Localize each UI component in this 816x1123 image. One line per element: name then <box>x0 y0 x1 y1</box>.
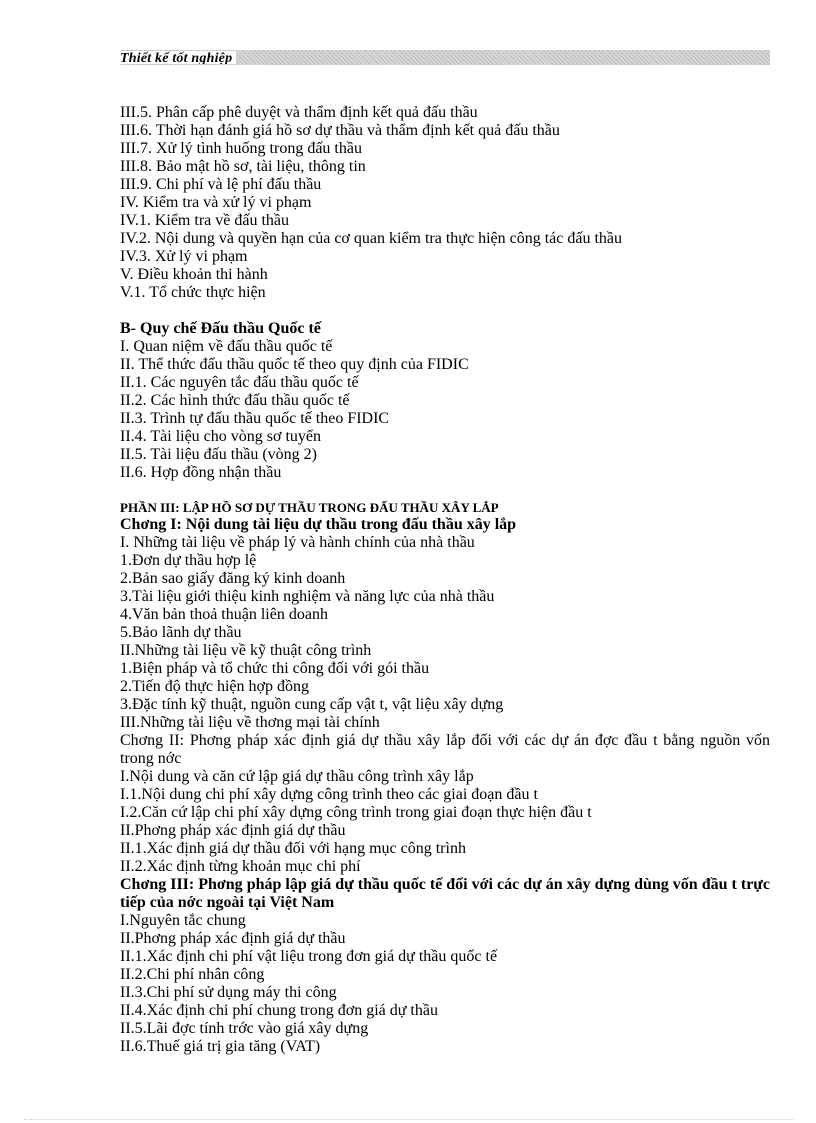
toc-line: II.2.Xác định từng khoản mục chi phí <box>120 858 361 875</box>
page-header-title: Thiết kế tốt nghiệp <box>120 51 236 64</box>
toc-line: 5.Bảo lãnh dự thầu <box>120 624 242 641</box>
toc-line: III.7. Xử lý tình huống trong đấu thầu <box>120 140 362 157</box>
toc-line: II.4.Xác định chi phí chung trong đơn giá dự thầu <box>120 1002 438 1019</box>
part-heading: PHẦN III: LẬP HỒ SƠ DỰ THẦU TRONG ĐẤU THẦU XÂY LẮP <box>120 500 499 515</box>
footer-divider <box>24 1119 794 1120</box>
toc-line: V. Điều khoản thi hành <box>120 266 268 283</box>
toc-line: II.6.Thuế giá trị gia tăng (VAT) <box>120 1038 321 1055</box>
toc-line: II.Phơng pháp xác định giá dự thầu <box>120 930 346 947</box>
toc-line: 2.Bản sao giấy đăng ký kinh doanh <box>120 570 346 587</box>
toc-line: II.4. Tài liệu cho vòng sơ tuyển <box>120 428 322 445</box>
toc-line: 1.Biện pháp và tổ chức thi công đối với gói thầu <box>120 660 430 677</box>
toc-line: III.5. Phân cấp phê duyệt và thẩm định kết quả đấu thầu <box>120 104 478 121</box>
toc-line: III.9. Chi phí và lệ phí đấu thầu <box>120 176 322 193</box>
toc-line: II.2.Chi phí nhân công <box>120 966 265 983</box>
toc-line: 4.Văn bản thoả thuận liên doanh <box>120 606 328 623</box>
toc-line: II.1.Xác định chi phí vật liệu trong đơn giá dự thầu quốc tế <box>120 948 498 965</box>
toc-line: I. Những tài liệu về pháp lý và hành chính của nhà thầu <box>120 534 475 551</box>
toc-line: 3.Tài liệu giới thiệu kinh nghiệm và năng lực của nhà thầu <box>120 588 495 605</box>
toc-line: I.1.Nội dung chi phí xây dựng công trình theo các giai đoạn đầu t <box>120 786 538 803</box>
table-of-contents <box>120 104 770 1056</box>
toc-line: II.5. Tài liệu đấu thầu (vòng 2) <box>120 446 317 463</box>
toc-line: III.Những tài liệu về thơng mại tài chính <box>120 714 380 731</box>
toc-line: II.3. Trình tự đấu thầu quốc tế theo FIDIC <box>120 410 390 427</box>
toc-line: II.3.Chi phí sử dụng máy thi công <box>120 984 337 1001</box>
toc-line: I. Quan niệm về đấu thầu quốc tế <box>120 338 333 355</box>
toc-line: V.1. Tổ chức thực hiện <box>120 284 266 301</box>
chapter-heading: Chơng II: Phơng pháp xác định giá dự thầu xây lắp đối với các dự án đợc đầu t bằng nguồn vốn trong nớc <box>120 732 770 767</box>
toc-line: 3.Đặc tính kỹ thuật, nguồn cung cấp vật t, vật liệu xây dựng <box>120 696 504 713</box>
toc-line: II.Phơng pháp xác định giá dự thầu <box>120 822 346 839</box>
chapter-heading: Chơng III: Phơng pháp lập giá dự thầu quốc tế đối với các dự án xây dựng dùng vốn đầu t trực tiếp của nớc ngoài tại Việt Nam <box>120 876 770 911</box>
section-heading-b: B- Quy chế Đấu thầu Quốc tế <box>120 320 321 337</box>
toc-line: I.2.Căn cứ lập chi phí xây dựng công trình trong giai đoạn thực hiện đầu t <box>120 804 592 821</box>
toc-line: II. Thể thức đấu thầu quốc tế theo quy định của FIDIC <box>120 356 469 373</box>
toc-line: IV.1. Kiểm tra về đấu thầu <box>120 212 289 229</box>
toc-line: IV. Kiểm tra và xử lý vi phạm <box>120 194 312 211</box>
toc-line: IV.3. Xử lý vi phạm <box>120 248 248 265</box>
toc-line: II.Những tài liệu về kỹ thuật công trình <box>120 642 372 659</box>
toc-line: 2.Tiến độ thực hiện hợp đồng <box>120 678 309 695</box>
chapter-heading: Chơng I: Nội dung tài liệu dự thầu trong đấu thầu xây lắp <box>120 516 517 533</box>
toc-line: II.1. Các nguyên tắc đấu thầu quốc tế <box>120 374 359 391</box>
toc-line: I.Nguyên tắc chung <box>120 912 246 929</box>
toc-line: II.5.Lãi đợc tính trớc vào giá xây dựng <box>120 1020 369 1037</box>
toc-line: 1.Đơn dự thầu hợp lệ <box>120 552 257 569</box>
toc-line: III.8. Bảo mật hồ sơ, tài liệu, thông tin <box>120 158 366 175</box>
toc-line: IV.2. Nội dung và quyền hạn của cơ quan kiểm tra thực hiện công tác đấu thầu <box>120 230 623 247</box>
toc-line: II.1.Xác định giá dự thầu đối với hạng mục công trình <box>120 840 466 857</box>
toc-line: III.6. Thời hạn đánh giá hồ sơ dự thầu và thẩm định kết quả đấu thầu <box>120 122 560 139</box>
toc-line: II.6. Hợp đồng nhận thầu <box>120 464 282 481</box>
toc-line: II.2. Các hình thức đấu thầu quốc tế <box>120 392 350 409</box>
toc-line: I.Nội dung và căn cứ lập giá dự thầu công trình xây lắp <box>120 768 474 785</box>
